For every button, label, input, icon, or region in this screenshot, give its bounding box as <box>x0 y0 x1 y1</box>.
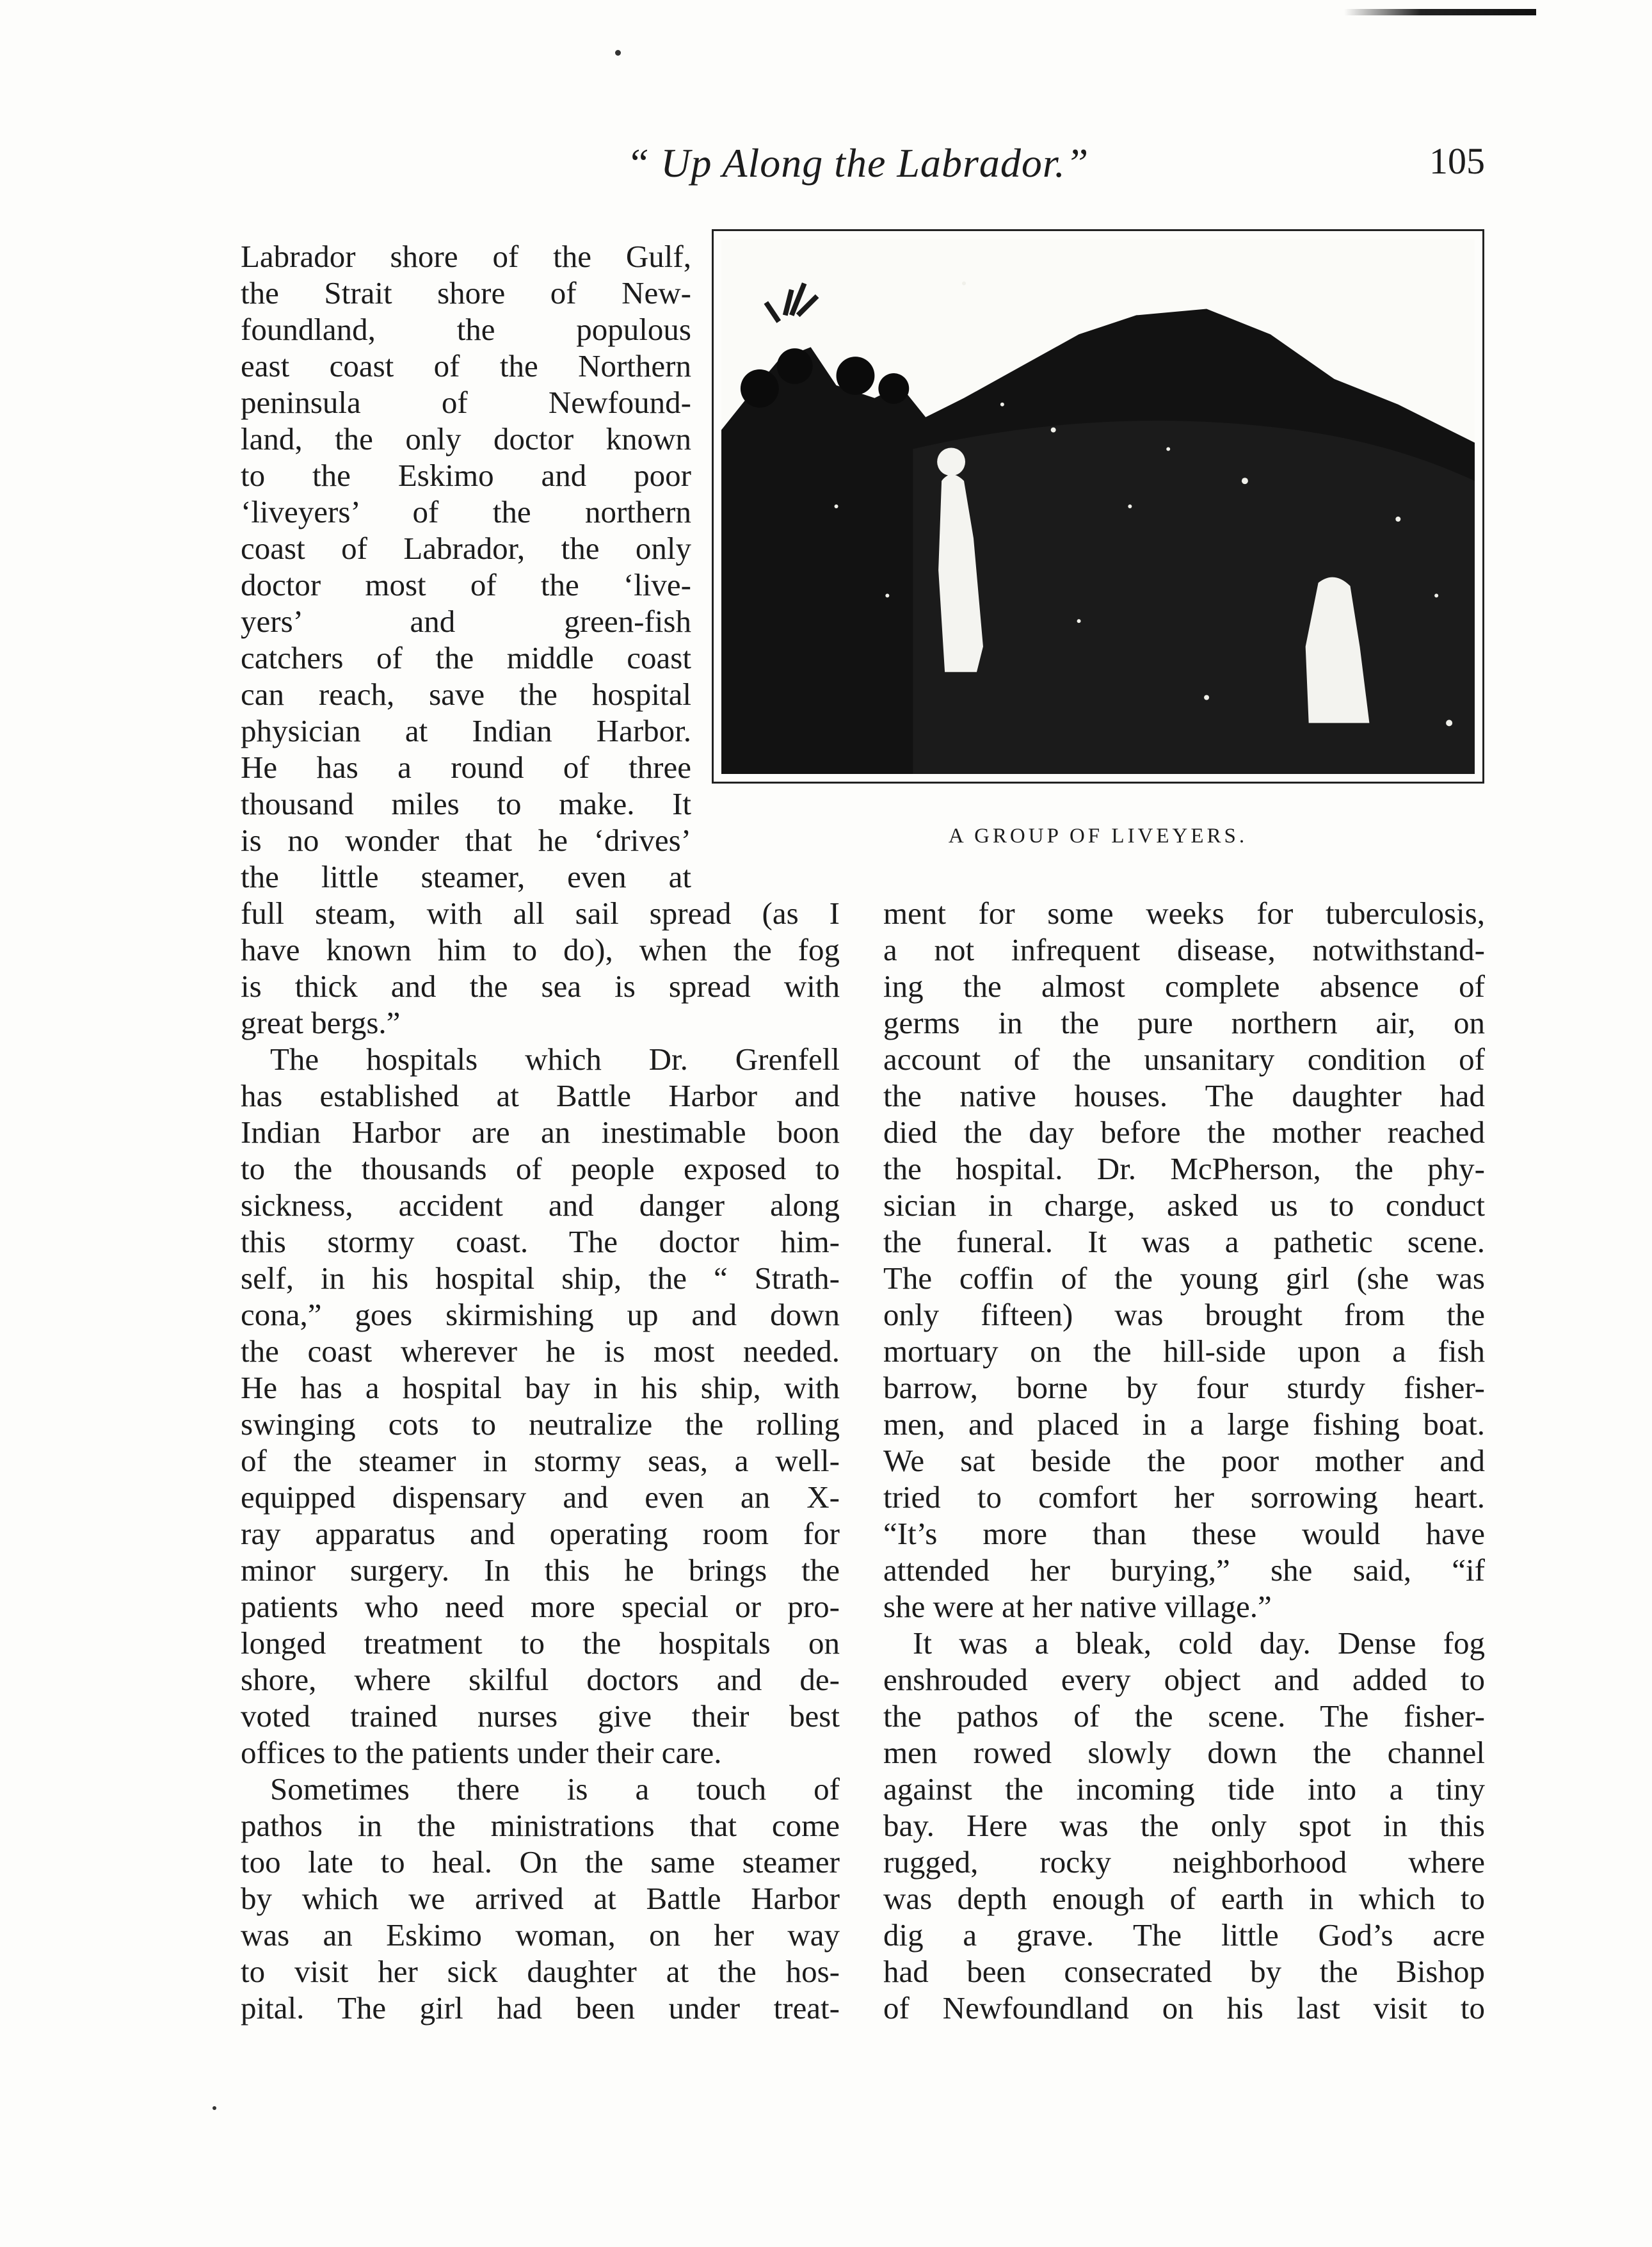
text-line: too late to heal. On the same steamer <box>241 1844 840 1880</box>
text-line: of the steamer in stormy seas, a well- <box>241 1443 840 1478</box>
text-line: she were at her native village.” <box>883 1589 1272 1624</box>
text-line: peninsula of Newfound- <box>241 385 691 420</box>
text-line: the funeral. It was a pathetic scene. <box>883 1224 1485 1259</box>
text-column-narrow <box>241 238 691 895</box>
text-line: ment for some weeks for tuberculosis, <box>883 896 1485 931</box>
text-line: enshrouded every object and added to <box>883 1662 1485 1697</box>
text-line: land, the only doctor known <box>241 421 691 456</box>
text-line: barrow, borne by four sturdy fisher- <box>883 1370 1485 1405</box>
text-line: attended her burying,” she said, “if <box>883 1552 1485 1588</box>
top-rule <box>1344 9 1536 15</box>
text-line: sician in charge, asked us to conduct <box>883 1188 1485 1223</box>
text-line: Sometimes there is a touch of <box>270 1771 840 1807</box>
text-line: east coast of the Northern <box>241 348 691 383</box>
text-line: full steam, with all sail spread (as I <box>241 896 840 931</box>
text-line: germs in the pure northern air, on <box>883 1005 1485 1040</box>
text-line: against the incoming tide into a tiny <box>883 1771 1485 1807</box>
text-line: to the thousands of people exposed to <box>241 1151 840 1186</box>
text-line: the pathos of the scene. The fisher- <box>883 1698 1485 1734</box>
text-line: the Strait shore of New- <box>241 275 691 310</box>
text-line: of Newfoundland on his last visit to <box>883 1990 1485 2026</box>
text-line: is thick and the sea is spread with <box>241 969 840 1004</box>
text-line: the hospital. Dr. McPherson, the phy- <box>883 1151 1485 1186</box>
text-line: pital. The girl had been under treat- <box>241 1990 840 2026</box>
text-column-left <box>241 895 840 2026</box>
text-line: It was a bleak, cold day. Dense fog <box>913 1625 1485 1661</box>
print-speck <box>615 50 621 56</box>
text-line: swinging cots to neutralize the rolling <box>241 1406 840 1442</box>
text-line: men rowed slowly down the channel <box>883 1735 1485 1770</box>
text-line: ‘liveyers’ of the northern <box>241 494 691 529</box>
text-line: account of the unsanitary condition of <box>883 1042 1485 1077</box>
text-line: Labrador shore of the Gulf, <box>241 239 691 274</box>
text-line: He has a round of three <box>241 750 691 785</box>
figure-photo <box>712 229 1484 784</box>
text-line: to visit her sick daughter at the hos- <box>241 1954 840 1989</box>
text-line: dig a grave. The little God’s acre <box>883 1917 1485 1953</box>
text-line: had been consecrated by the Bishop <box>883 1954 1485 1989</box>
text-line: ing the almost complete absence of <box>883 969 1485 1004</box>
text-line: only fifteen) was brought from the <box>883 1297 1485 1332</box>
text-line: The coffin of the young girl (she was <box>883 1260 1485 1296</box>
text-column-right <box>883 895 1485 2026</box>
text-line: by which we arrived at Battle Harbor <box>241 1881 840 1916</box>
text-line: The hospitals which Dr. Grenfell <box>270 1042 840 1077</box>
text-line: physician at Indian Harbor. <box>241 713 691 748</box>
text-line: He has a hospital bay in his ship, with <box>241 1370 840 1405</box>
text-line: coast of Labrador, the only <box>241 531 691 566</box>
text-line: thousand miles to make. It <box>241 786 691 821</box>
print-speck <box>213 2106 216 2110</box>
text-line: minor surgery. In this he brings the <box>241 1552 840 1588</box>
photo-image <box>721 239 1475 774</box>
text-line: has established at Battle Harbor and <box>241 1078 840 1113</box>
text-line: died the day before the mother reached <box>883 1115 1485 1150</box>
text-line: the coast wherever he is most needed. <box>241 1333 840 1369</box>
text-line: catchers of the middle coast <box>241 640 691 675</box>
text-line: the native houses. The daughter had <box>883 1078 1485 1113</box>
text-line: was an Eskimo woman, on her way <box>241 1917 840 1953</box>
text-line: ray apparatus and operating room for <box>241 1516 840 1551</box>
text-line: sickness, accident and danger along <box>241 1188 840 1223</box>
text-line: doctor most of the ‘live- <box>241 567 691 602</box>
text-line: longed treatment to the hospitals on <box>241 1625 840 1661</box>
text-line: this stormy coast. The doctor him- <box>241 1224 840 1259</box>
figure-caption: A GROUP OF LIVEYERS. <box>948 825 1248 848</box>
text-line: mortuary on the hill-side upon a fish <box>883 1333 1485 1369</box>
text-line: tried to comfort her sorrowing heart. <box>883 1479 1485 1515</box>
text-line: men, and placed in a large fishing boat. <box>883 1406 1485 1442</box>
text-line: We sat beside the poor mother and <box>883 1443 1485 1478</box>
text-line: have known him to do), when the fog <box>241 932 840 967</box>
text-line: voted trained nurses give their best <box>241 1698 840 1734</box>
text-line: patients who need more special or pro- <box>241 1589 840 1624</box>
running-title: “ Up Along the Labrador.” <box>626 140 1089 186</box>
page-number: 105 <box>1429 140 1485 182</box>
text-line: a not infrequent disease, notwithstand- <box>883 932 1485 967</box>
text-line: the little steamer, even at <box>241 859 691 894</box>
text-line: rugged, rocky neighborhood where <box>883 1844 1485 1880</box>
text-line: bay. Here was the only spot in this <box>883 1808 1485 1843</box>
text-line: Indian Harbor are an inestimable boon <box>241 1115 840 1150</box>
text-line: can reach, save the hospital <box>241 677 691 712</box>
text-line: was depth enough of earth in which to <box>883 1881 1485 1916</box>
text-line: great bergs.” <box>241 1005 401 1040</box>
text-line: is no wonder that he ‘drives’ <box>241 823 691 858</box>
text-line: cona,” goes skirmishing up and down <box>241 1297 840 1332</box>
text-line: yers’ and green-fish <box>241 604 691 639</box>
text-line: offices to the patients under their care. <box>241 1735 722 1770</box>
text-line: to the Eskimo and poor <box>241 458 691 493</box>
text-line: self, in his hospital ship, the “ Strath- <box>241 1260 840 1296</box>
text-line: shore, where skilful doctors and de- <box>241 1662 840 1697</box>
text-line: “It’s more than these would have <box>883 1516 1485 1551</box>
text-line: foundland, the populous <box>241 312 691 347</box>
text-line: equipped dispensary and even an X- <box>241 1479 840 1515</box>
text-line: pathos in the ministrations that come <box>241 1808 840 1843</box>
